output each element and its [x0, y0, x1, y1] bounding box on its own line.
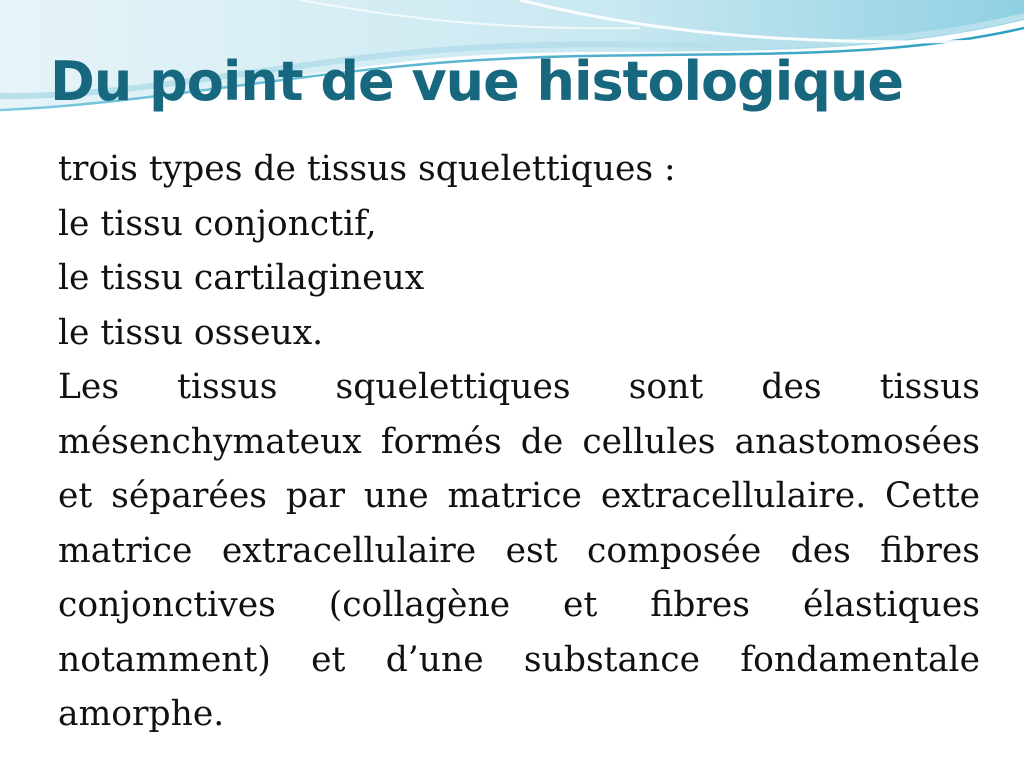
body-line: le tissu conjonctif, — [58, 203, 377, 244]
body-line: trois types de tissus squelettiques : — [58, 149, 676, 189]
slide-body — [58, 142, 980, 742]
slide-title: Du point de vue histologique — [50, 50, 904, 113]
body-paragraph: Les tissus squelettiques sont des tissus mésenchymateux formés de cellules anastomosées et séparées par une matrice extracellulaire. Cette matrice extracellulaire est composée des fibres conjonctives (collagène et fibres élastiques notamment) et d’une substance fondamentale amorphe. — [58, 367, 980, 734]
body-line: le tissu cartilagineux — [58, 258, 425, 298]
body-line: le tissu osseux. — [58, 312, 324, 353]
